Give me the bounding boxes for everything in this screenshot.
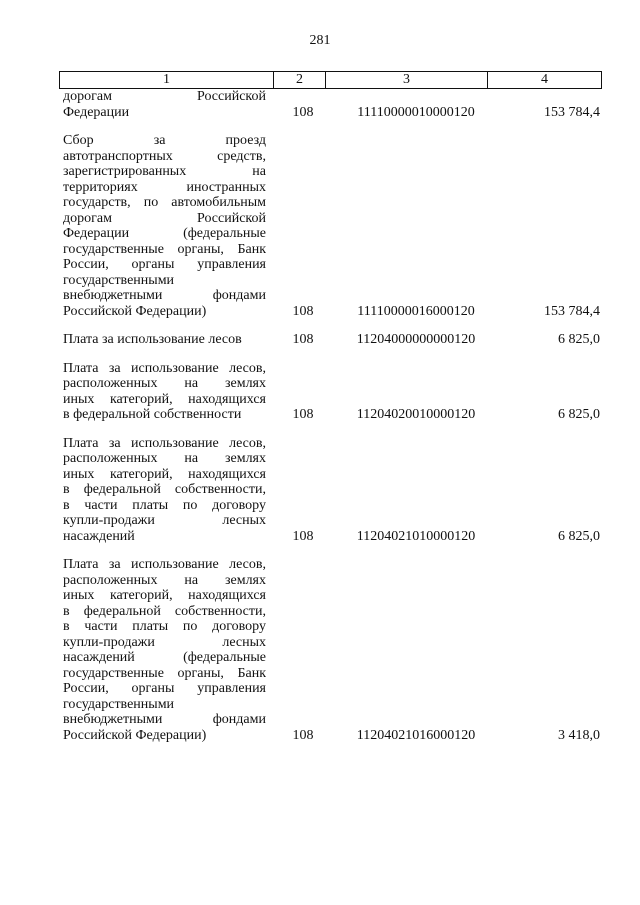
description-line: иных категорий, находящихся (63, 466, 266, 482)
description-line: Российской Федерации) (63, 303, 207, 319)
description-line: дорогам Российской (63, 210, 266, 226)
description-line: зарегистрированных на (63, 164, 266, 179)
row-section-code: 108 (292, 528, 314, 544)
description-line: государственными (63, 696, 175, 712)
table-row (0, 361, 640, 423)
description-line: купли-продажи лесных (63, 634, 266, 650)
description-line: дорогам Российской (63, 89, 266, 104)
row-classification-code: 11110000016000120 (357, 303, 475, 319)
description-line: Плата за использование лесов, (63, 435, 266, 451)
row-classification-code: 11204020010000120 (356, 407, 476, 422)
description-line: Федерации (федеральные (63, 226, 266, 241)
description-line: России, органы управления (63, 681, 266, 696)
description-line: государственные органы, Банк (63, 241, 266, 257)
row-classification-code: 11204000000000120 (356, 332, 476, 347)
description-line: насаждений (63, 528, 135, 544)
row-amount: 6 825,0 (558, 407, 600, 422)
description-line: внебюджетными фондами (63, 288, 266, 303)
description-line: купли-продажи лесных (63, 513, 266, 528)
row-section-code: 108 (292, 407, 314, 422)
table-row (0, 557, 640, 743)
header-col-4: 4 (488, 72, 602, 89)
description-line: России, органы управления (63, 257, 266, 272)
row-classification-code: 11110000010000120 (357, 104, 475, 120)
description-line: Российской Федерации) (63, 727, 207, 743)
description-line: в федеральной собственности, (63, 603, 266, 619)
description-line: в части платы по договору (63, 497, 266, 513)
description-line: государств, по автомобильным (63, 195, 266, 210)
description-line: государственными (63, 272, 175, 288)
description-line: Сбор за проезд (63, 133, 266, 148)
description-line: Плата за использование лесов, (63, 557, 266, 572)
page-number: 281 (309, 33, 331, 48)
header-col-3: 3 (326, 72, 488, 89)
description-line: иных категорий, находящихся (63, 391, 266, 407)
description-line: иных категорий, находящихся (63, 588, 266, 603)
row-section-code: 108 (292, 104, 314, 120)
description-line: расположенных на землях (63, 451, 266, 466)
table-row (0, 133, 640, 319)
table-row (0, 332, 640, 348)
row-description (63, 361, 266, 423)
row-description (63, 332, 266, 348)
table-row (0, 436, 640, 545)
header-col-1: 1 (60, 72, 274, 89)
row-amount: 153 784,4 (544, 104, 600, 120)
description-line: в федеральной собственности, (63, 482, 266, 497)
table-row (0, 89, 640, 120)
description-line: территориях иностранных (63, 179, 266, 195)
description-line: в части платы по договору (63, 619, 266, 634)
row-section-code: 108 (292, 303, 314, 319)
description-line: расположенных на землях (63, 572, 266, 588)
description-line: Плата за использование лесов (63, 332, 242, 347)
row-amount: 153 784,4 (544, 303, 600, 319)
row-amount: 6 825,0 (558, 528, 600, 544)
row-description (63, 89, 266, 120)
header-col-2: 2 (274, 72, 326, 89)
header-row (60, 72, 602, 89)
row-description (63, 436, 266, 545)
description-line: насаждений (федеральные (63, 650, 266, 665)
table-header (59, 71, 602, 89)
row-description (63, 133, 266, 319)
description-line: в федеральной собственности (63, 407, 242, 422)
row-section-code: 108 (292, 332, 314, 347)
description-line: внебюджетными фондами (63, 712, 266, 727)
row-amount: 3 418,0 (558, 727, 600, 743)
row-section-code: 108 (292, 727, 314, 743)
row-description (63, 557, 266, 743)
description-line: автотранспортных средств, (63, 148, 266, 164)
description-line: Федерации (63, 104, 130, 120)
row-amount: 6 825,0 (558, 332, 600, 347)
row-classification-code: 11204021010000120 (356, 528, 476, 544)
description-line: Плата за использование лесов, (63, 360, 266, 376)
description-line: государственные органы, Банк (63, 665, 266, 681)
row-classification-code: 11204021016000120 (356, 727, 476, 743)
description-line: расположенных на землях (63, 376, 266, 391)
